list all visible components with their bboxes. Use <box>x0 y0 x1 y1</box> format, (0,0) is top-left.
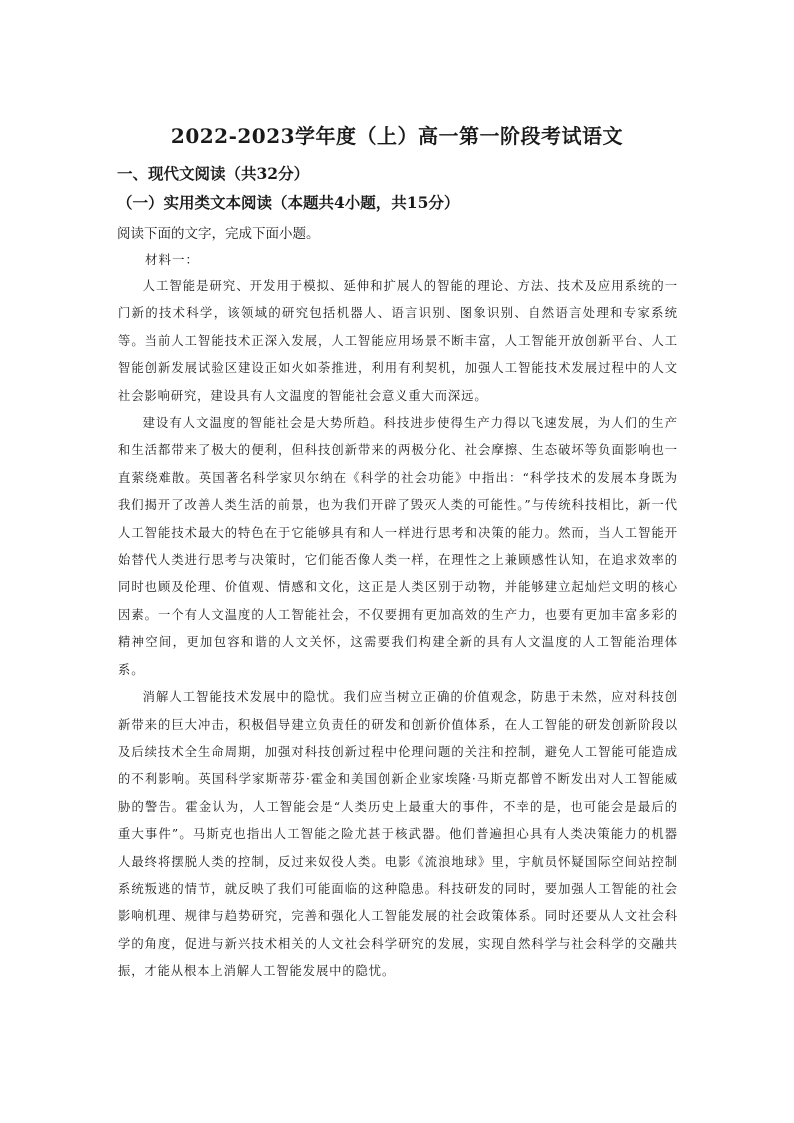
page-title: 2022-2023学年度（上）高一第一阶段考试语文 <box>170 124 624 148</box>
material-label: 材料一： <box>145 252 200 267</box>
paragraph-2: 建设有人文温度的智能社会是大势所趋。科技进步使得生产力得以飞速发展，为人们的生产和生活都带来了极大的便利，但科技创新带来的两极分化、社会摩擦、生态破坏等负面影响也一直萦绕难散。英国著名科学家贝尔纳在《科学的社会功能》中指出：“科学技术的发展本身既为我们揭开了改善人类生活的前景，也为我们开辟了毁灭人类的可能性。”与传统科技相比，新一代人工智能技术最大的特色在于它能够具有和人一样进行思考和决策的能力。然而，当人工智能开始替代人类进行思考与决策时，它们能否像人类一样，在理性之上兼顾感性认知，在追求效率的同时也顾及伦理、价值观、情感和文化，这正是人类区别于动物，并能够建立起灿烂文明的核心因素。一个有人文温度的人工智能社会，不仅要拥有更加高效的生产力，也要有更加丰富多彩的精神空间，更加包容和谐的人文关怀，这需要我们构建全新的具有人文温度的人工智能治理体系。 <box>118 416 678 677</box>
section-heading: 一、现代文阅读（共32分） <box>117 164 310 183</box>
paragraph-3: 消解人工智能技术发展中的隐忧。我们应当树立正确的价值观念，防患于未然，应对科技创新带来的巨大冲击，积极倡导建立负责任的研发和创新价值体系，在人工智能的研发创新阶段以及后续技术全生命周期，加强对科技创新过程中伦理问题的关注和控制，避免人工智能可能造成的不利影响。英国科学家斯蒂芬·霍金和美国创新企业家埃隆·马斯克都曾不断发出对人工智能威胁的警告。霍金认为，人工智能会是“人类历史上最重大的事件，不幸的是，也可能会是最后的重大事件”。马斯克也指出人工智能之险尤甚于核武器。他们普遍担心具有人类决策能力的机器人最终将摆脱人类的控制，反过来奴役人类。电影《流浪地球》里，宇航员怀疑国际空间站控制系统叛逃的情节，就反映了我们可能面临的这种隐患。科技研发的同时，要加强人工智能的社会影响机理、规律与趋势研究，完善和强化人工智能发展的社会政策体系。同时还要从人文社会科学的角度，促进与新兴技术相关的人文社会科学研究的发展，实现自然科学与社会科学的交融共振，才能从根本上消解人工智能发展中的隐忧。 <box>118 690 678 979</box>
article-body <box>118 273 678 986</box>
sub-heading: （一）实用类文本阅读（本题共4小题，共15分） <box>117 193 460 212</box>
reading-instruction: 阅读下面的文字，完成下面小题。 <box>117 226 320 242</box>
paragraph-1: 人工智能是研究、开发用于模拟、延伸和扩展人的智能的理论、方法、技术及应用系统的一门新的技术科学，该领域的研究包括机器人、语言识别、图象识别、自然语言处理和专家系统等。当前人工智能技术正深入发展，人工智能应用场景不断丰富，人工智能开放创新平台、人工智能创新发展试验区建设正如火如荼推进，利用有利契机，加强人工智能技术发展过程中的人文社会影响研究，建设具有人文温度的智能社会意义重大而深远。 <box>118 279 678 403</box>
